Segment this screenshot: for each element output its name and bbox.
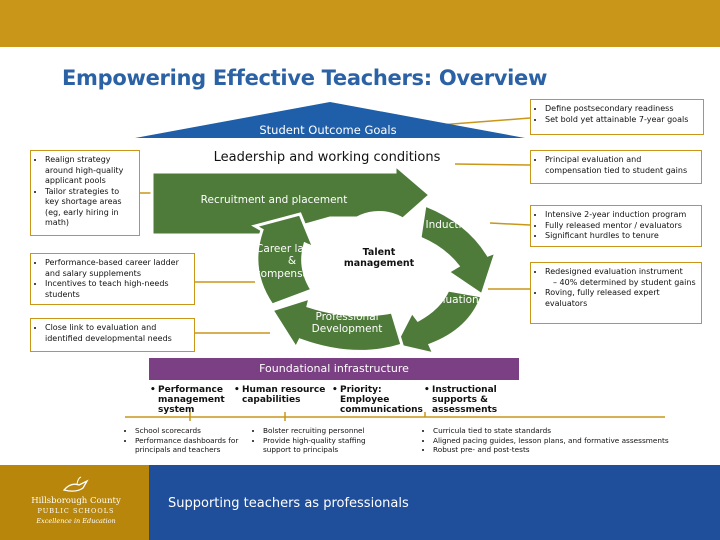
center-label-2: management [343,258,415,269]
hr-details [254,426,384,455]
recruitment-label: Recruitment and placement [200,194,348,206]
footer-tagline: Supporting teachers as professionals [168,496,409,511]
pillar-hr [234,385,329,405]
evaluation-label: Evaluation [423,294,479,306]
pillar-instructional [424,385,539,415]
page-title: Empowering Effective Teachers: Overview [62,66,548,90]
evaluation-box [530,262,702,324]
goals-item: • Set bold yet attainable 7-year goals [545,115,698,126]
lamp-icon [61,476,91,496]
pillar-bullet: • [424,385,430,395]
recruitment-item: • Tailor strategies to key shortage areas (eg, early hiring in math) [45,187,134,229]
career-arrow [255,214,314,305]
instr-detail: • Robust pre- and post-tests [433,445,684,455]
logo-name: Hillsborough County [31,496,121,506]
recruitment-item: • Realign strategy around high-quality applicant pools [45,155,134,187]
pillar-bullet: • [332,385,338,395]
pillar-label: Performance management system [158,385,225,415]
pillar-bullet: • [234,385,240,395]
instr-detail: • Curricula tied to state standards [433,426,684,436]
career-label-1: Career ladder [256,243,328,255]
evaluation-item [545,267,696,288]
pillar-label: Human resource capabilities [242,385,326,405]
professional-item: • Close link to evaluation and identified developmental needs [45,323,189,344]
professional-box [30,318,195,352]
center-label-1: Talent [362,247,396,258]
pillar-bullet: • [150,385,156,395]
professional-label-2: Development [311,323,383,335]
career-label-3: compensation [254,268,330,280]
induction-item: • Fully released mentor / evaluators [545,221,696,232]
goals-item: • Define postsecondary readiness [545,104,698,115]
principal-box [530,150,702,184]
leadership-label: Leadership and working conditions [213,150,441,165]
career-label-2: & [287,255,297,267]
induction-box [530,205,702,247]
logo-motto: Excellence in Education [36,517,116,525]
career-item: • Incentives to teach high-needs students [45,279,189,300]
hr-detail: • Bolster recruiting personnel [263,426,384,436]
evaluation-item: • Roving, fully released expert evaluators [545,288,696,309]
recruitment-box [30,150,140,236]
principal-item: • Principal evaluation and compensation tied to student gains [545,155,696,176]
instr-detail: • Aligned pacing guides, lesson plans, and formative assessments [433,436,684,446]
pms-detail: • Performance dashboards for principals and teachers [135,436,246,455]
logo-subtitle: PUBLIC SCHOOLS [37,507,115,515]
pillar-label: Instructional supports & assessments [432,385,498,415]
induction-item: • Significant hurdles to tenure [545,231,696,242]
hr-detail: • Provide high-quality staffing support to principals [263,436,384,455]
pillar-label: Priority: Employee communications [340,385,423,415]
evaluation-item-text: Redesigned evaluation instrument [545,267,683,276]
foundation-bar: Foundational infrastructure [149,358,519,380]
roof-label: Student Outcome Goals [259,123,397,137]
evaluation-subitem: – 40% determined by student gains [553,278,696,289]
goals-box [530,99,704,135]
pillar-communications [332,385,423,415]
career-box [30,253,195,305]
induction-label: Induction [425,219,475,231]
career-item: • Performance-based career ladder and salary supplements [45,258,189,279]
induction-item: • Intensive 2-year induction program [545,210,696,221]
pms-detail: • School scorecards [135,426,246,436]
instr-details [424,426,684,455]
professional-label-1: Professional [315,311,379,323]
pillar-performance [150,385,230,415]
pms-details [126,426,246,455]
